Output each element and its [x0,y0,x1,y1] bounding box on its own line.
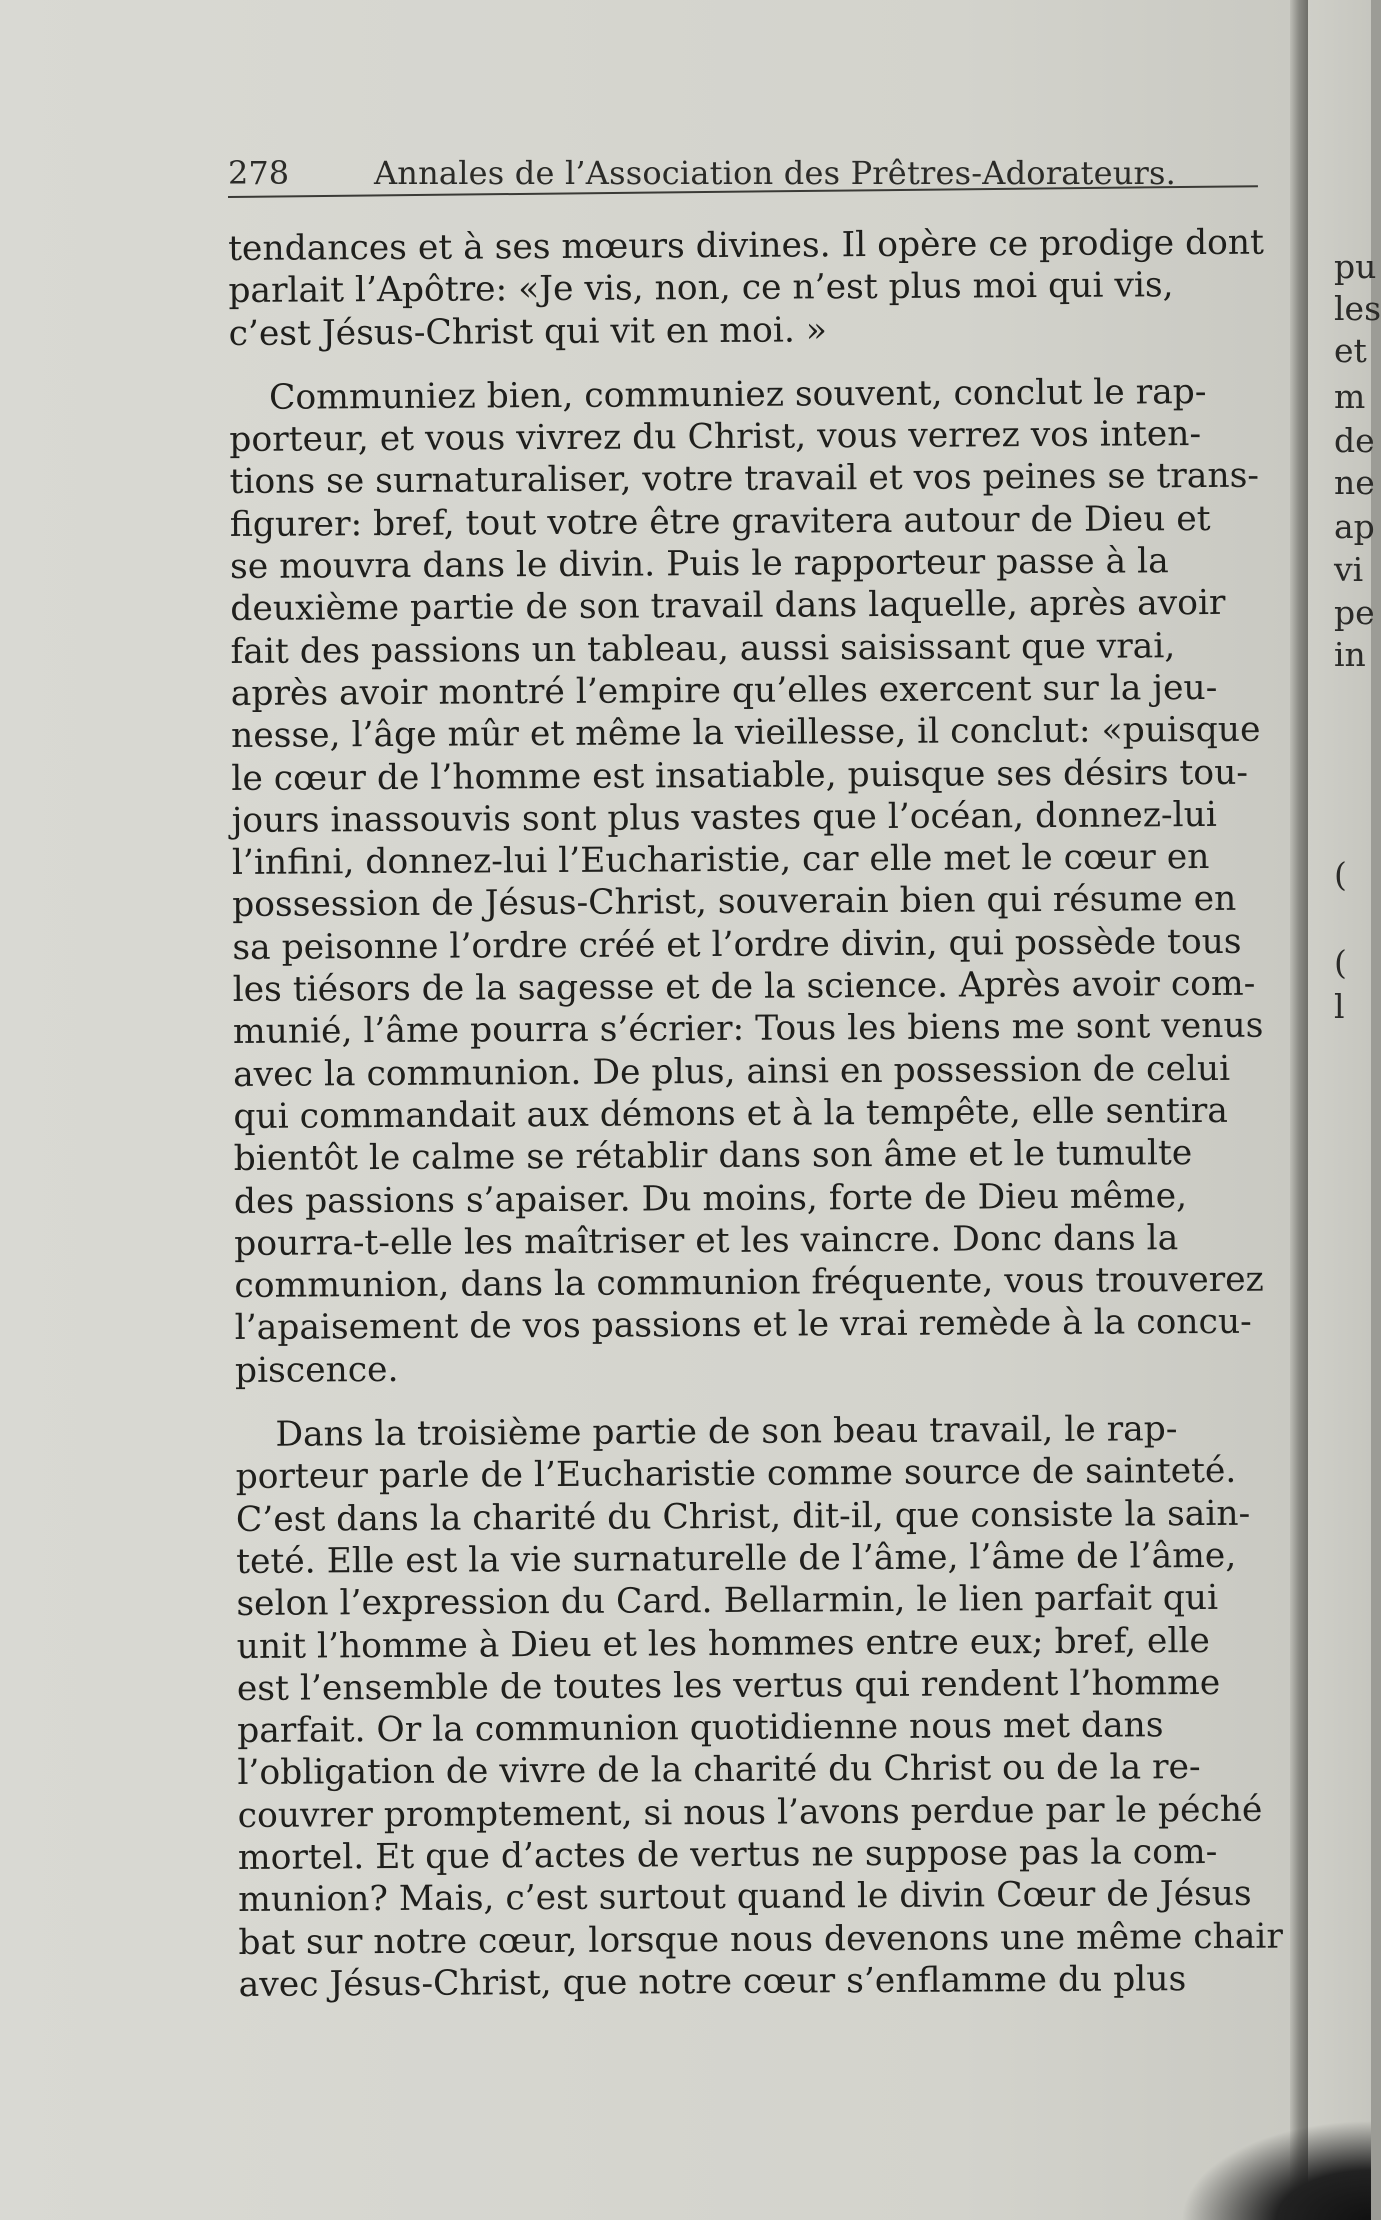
text-line: avec Jésus-Christ, que notre cœur s’enflamme du plus [238,1959,1187,2005]
text-line: C’est dans la charité du Christ, dit-il, que consiste la sain- [235,1493,1251,1540]
text-line: sa peisonne l’ordre créé et l’ordre divin, qui possède tous [232,921,1242,968]
text-line: mortel. Et que d’actes de vertus ne suppose pas la com- [237,1831,1218,1878]
running-title: Annales de l’Association des Prêtres-Adorateurs. [374,154,1177,192]
text-line: munion? Mais, c’est surtout quand le divin Cœur de Jésus [238,1874,1252,1921]
text-line: le cœur de l’homme est insatiable, puisque ses désirs tou- [231,752,1249,799]
page-number: 278 [228,154,290,192]
text-line: nesse, l’âge mûr et même la vieillesse, il conclut: «puisque [230,709,1261,757]
text-line: parlait l’Apôtre: «Je vis, non, ce n’est plus moi qui vis, [228,265,1174,312]
text-line: communion, dans la communion fréquente, vous trouverez [234,1259,1264,1307]
text-line: après avoir montré l’empire qu’elles exercent sur la jeu- [230,667,1218,714]
text-line: bat sur notre cœur, lorsque nous devenons une même chair [238,1916,1284,1963]
paragraph [229,371,1264,1392]
text-line: porteur, et vous vivrez du Christ, vous verrez vos inten- [229,414,1202,461]
text-line: l’apaisement de vos passions et le vrai remède à la concu- [234,1302,1252,1349]
text-line: bientôt le calme se rétablir dans son âme et le tumulte [233,1133,1193,1180]
facing-page-fragment: in [1334,635,1366,674]
text-line: tions se surnaturaliser, votre travail et vos peines se trans- [229,456,1260,503]
text-line: l’infini, donnez-lui l’Eucharistie, car elle met le cœur en [231,837,1210,884]
text-line: piscence. [234,1349,399,1391]
facing-page-fragment: ( [1334,855,1347,894]
text-line: figurer: bref, tout votre être gravitera autour de Dieu et [229,498,1211,545]
text-line: pourra-t-elle les maîtriser et les vaincre. Donc dans la [234,1218,1179,1264]
text-line: qui commandait aux démons et à la tempête, elle sentira [233,1090,1228,1137]
text-line: unit l’homme à Dieu et les hommes entre eux; bref, elle [236,1620,1211,1667]
book-gutter [1290,0,1308,2220]
text-line: Communiez bien, communiez souvent, conclut le rap- [268,371,1207,418]
facing-page-fragment: les [1334,289,1381,328]
text-line: se mouvra dans le divin. Puis le rapporteur passe à la [229,541,1169,588]
facing-page-fragment: ne [1334,463,1375,502]
facing-page-fragment: et [1334,331,1367,370]
text-line: les tiésors de la sagesse et de la science. Après avoir com- [232,963,1256,1011]
corner-shadow [1180,2120,1371,2220]
text-line: porteur parle de l’Eucharistie comme source de sainteté. [235,1451,1237,1498]
text-line: des passions s’apaiser. Du moins, forte de Dieu même, [233,1175,1188,1222]
facing-page-fragment: l [1334,987,1345,1026]
text-line: c’est Jésus-Christ qui vit en moi. » [228,309,828,354]
body-text [228,222,1284,2006]
paragraph [228,222,1265,355]
text-line: tendances et à ses mœurs divines. Il opère ce prodige dont [228,222,1265,269]
text-line: avec la communion. De plus, ainsi en possession de celui [233,1048,1231,1095]
paragraph [235,1408,1284,2006]
text-line: parfait. Or la communion quotidienne nous met dans [237,1705,1164,1752]
text-line: munié, l’âme pourra s’écrier: Tous les biens me sont venus [232,1006,1264,1053]
facing-page-fragment: ( [1334,943,1347,982]
text-line: jours inassouvis sont plus vastes que l’océan, donnez-lui [231,794,1218,841]
facing-page-fragment: pe [1334,593,1375,632]
text-line: selon l’expression du Card. Bellarmin, le lien parfait qui [236,1578,1219,1625]
text-line: teté. Elle est la vie surnaturelle de l’âme, l’âme de l’âme, [236,1535,1237,1582]
text-line: Dans la troisième partie de son beau travail, le rap- [275,1409,1178,1455]
facing-page-fragment: ap [1334,507,1375,546]
text-line: est l’ensemble de toutes les vertus qui rendent l’homme [236,1662,1221,1709]
facing-page-edge [1308,0,1381,2220]
text-line: couvrer promptement, si nous l’avons perdue par le péché [237,1789,1263,1836]
facing-page-fragment: pu [1334,247,1377,286]
text-line: possession de Jésus-Christ, souverain bien qui résume en [232,879,1237,926]
text-line: deuxième partie de son travail dans laquelle, après avoir [230,583,1226,630]
facing-page-fragment: m [1334,377,1366,416]
text-line: l’obligation de vivre de la charité du Christ ou de la re- [237,1747,1201,1794]
facing-page-fragment: de [1334,421,1375,460]
facing-page-fragment: vi [1334,550,1364,589]
text-line: fait des passions un tableau, aussi saisissant que vrai, [230,625,1176,672]
